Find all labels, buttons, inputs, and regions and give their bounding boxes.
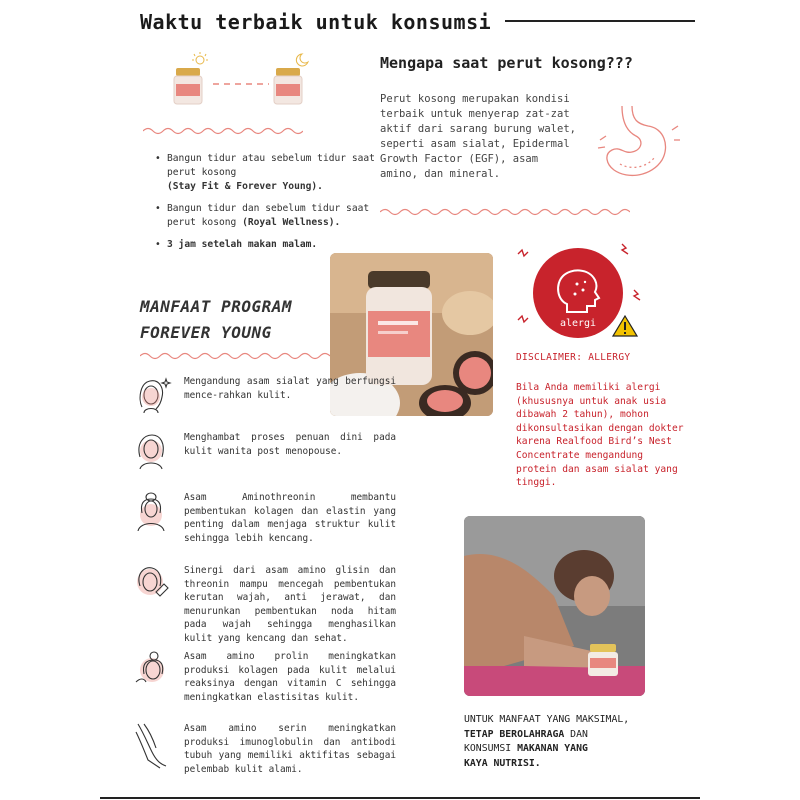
woman-portrait-icon (130, 489, 172, 531)
exercise-photo (464, 516, 645, 696)
exercise-image (464, 516, 645, 696)
why-text: Perut kosong merupakan kondisi terbaik untuk menyerap zat-zat aktif dari sarang burung walet, seperti asam sialat, Epidermal Growth Factor (EGF), asam amino, dan mineral. (380, 93, 576, 180)
sparkle-face-icon (130, 373, 172, 415)
benefits-title: MANFAAT PROGRAM FOREVER YOUNG (140, 297, 292, 342)
list-item: • Bangun tidur dan sebelum tidur saat perut kosong (Royal Wellness). (155, 202, 385, 230)
alert-marks-icon (512, 240, 652, 340)
legs-icon (130, 720, 172, 770)
wave-divider (140, 351, 330, 361)
bottom-divider (100, 797, 700, 799)
footer-note: UNTUK MANFAAT YANG MAKSIMAL, TETAP BEROLAHRAGA DAN KONSUMSI MAKANAN YANG KAYA NUTRISI. (464, 714, 630, 769)
time-connector (213, 82, 269, 86)
face-touch-icon (130, 648, 172, 690)
list-item: • 3 jam setelah makan malam. (155, 238, 385, 252)
woman-face-icon (130, 429, 172, 471)
morning-jar-icon (168, 50, 216, 108)
why-title: Mengapa saat perut kosong??? (380, 54, 633, 72)
stomach-icon (592, 100, 682, 185)
disclaimer-title: DISCLAIMER: ALLERGY (516, 352, 631, 363)
wave-divider (143, 126, 303, 136)
title-divider (505, 20, 695, 22)
list-item: • Bangun tidur atau sebelum tidur saat perut kosong (Stay Fit & Forever Young). (155, 152, 385, 194)
night-jar-icon (268, 50, 316, 108)
page-title: Waktu terbaik untuk konsumsi (140, 10, 492, 34)
timing-list (155, 152, 385, 260)
wave-divider (380, 207, 630, 217)
face-care-icon (130, 562, 172, 604)
disclaimer-text: Bila Anda memiliki alergi (khususnya untuk anak usia dibawah 2 tahun), mohon dikonsultasikan dengan dokter karena Realfood Bird’s Nest Concentrate mengandung protein dan asam sialat yang tinggi. (516, 382, 684, 489)
allergy-label: alergi (559, 318, 597, 329)
